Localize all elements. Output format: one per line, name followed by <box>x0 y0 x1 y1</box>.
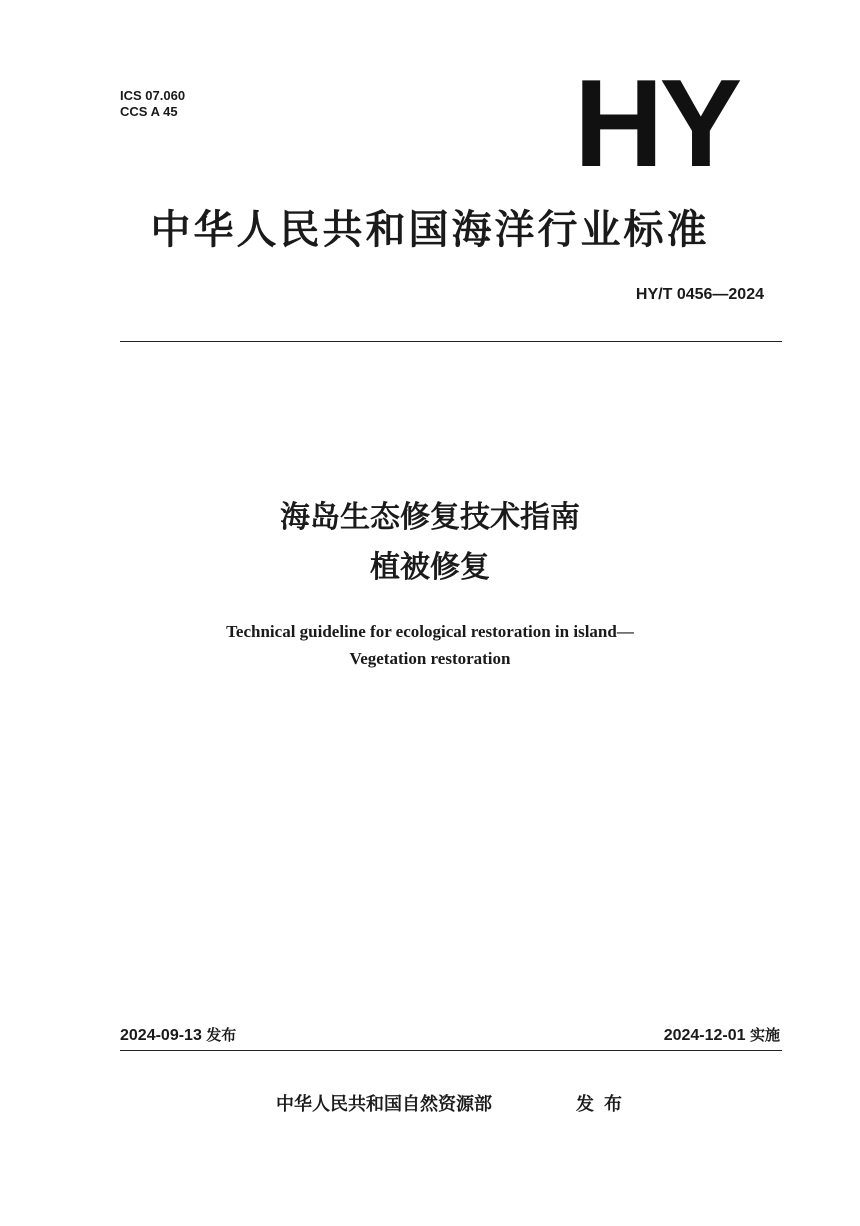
en-title-line2: Vegetation restoration <box>349 649 511 668</box>
classification-codes <box>120 88 185 120</box>
publish-label: 发布 <box>206 1026 237 1044</box>
ccs-code: CCS A 45 <box>120 104 178 119</box>
cn-title-line2: 植被修复 <box>370 550 490 585</box>
ics-code: ICS 07.060 <box>120 88 186 103</box>
issue-action: 发布 <box>576 1094 632 1115</box>
top-divider <box>120 341 782 342</box>
issuing-authority: 中华人民共和国自然资源部 <box>276 1094 492 1115</box>
implement-date <box>664 1024 780 1047</box>
publish-date <box>120 1024 236 1047</box>
document-number: HY/T 0456—2024 <box>635 286 764 303</box>
bottom-divider <box>120 1050 782 1051</box>
publish-date-value: 2024-09-13 <box>120 1027 202 1044</box>
en-title-line1: Technical guideline for ecological restoration in island— <box>226 622 634 641</box>
hy-logo: HY <box>574 55 739 193</box>
cn-title-line1: 海岛生态修复技术指南 <box>280 500 580 535</box>
standard-category-title: 中华人民共和国海洋行业标准 <box>150 207 710 253</box>
implement-label: 实施 <box>749 1026 780 1044</box>
implement-date-value: 2024-12-01 <box>663 1027 746 1044</box>
